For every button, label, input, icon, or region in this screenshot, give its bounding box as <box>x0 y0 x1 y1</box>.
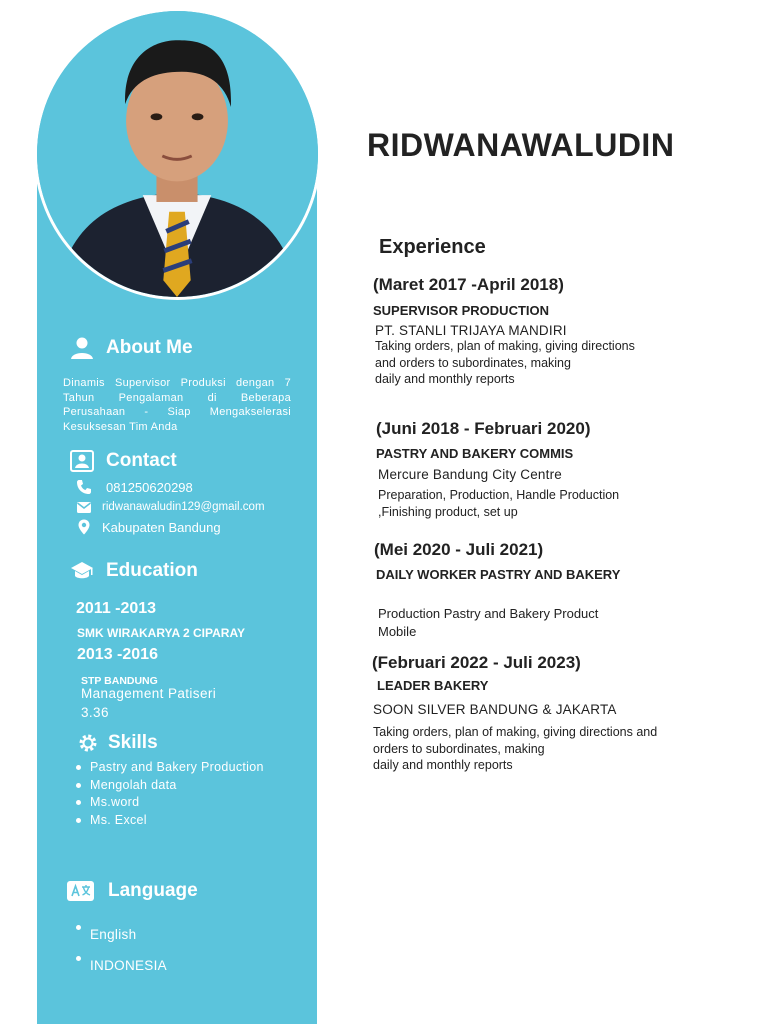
education-2-major: Management Patiseri <box>81 686 217 701</box>
phone-icon <box>76 479 92 495</box>
skill-item: Pastry and Bakery Production <box>76 759 264 777</box>
profile-photo <box>34 8 321 300</box>
job-4-desc-line: Taking orders, plan of making, giving directions and <box>373 725 658 739</box>
phone-number[interactable]: 081250620298 <box>106 479 193 495</box>
candidate-name: RIDWANAWALUDIN <box>367 127 675 163</box>
job-2-role: PASTRY AND BAKERY COMMIS <box>376 446 574 461</box>
experience-heading: Experience <box>379 236 486 258</box>
education-1-years: 2011 -2013 <box>76 600 157 617</box>
skills-title: Skills <box>108 732 158 753</box>
gear-icon <box>76 732 100 754</box>
job-3-desc-line: Mobile <box>378 624 417 639</box>
job-1-desc-line: daily and monthly reports <box>375 372 515 386</box>
translate-icon <box>67 880 94 902</box>
graduation-cap-icon <box>70 560 94 582</box>
skill-item: Mengolah data <box>76 777 264 795</box>
job-3-period: (Mei 2020 - Juli 2021) <box>374 540 544 559</box>
job-2-company: Mercure Bandung City Centre <box>378 467 562 482</box>
contact-title: Contact <box>106 450 177 471</box>
language-item: INDONESIA <box>76 950 167 981</box>
job-3-description <box>378 605 598 641</box>
contact-phone <box>76 479 193 495</box>
job-1-role: SUPERVISOR PRODUCTION <box>373 303 550 318</box>
job-2-description <box>378 487 619 520</box>
language-heading <box>67 880 198 902</box>
language-list <box>76 919 167 981</box>
education-2-years: 2013 -2016 <box>77 646 158 663</box>
skills-list <box>76 759 264 829</box>
language-title: Language <box>108 880 198 901</box>
job-4-company: SOON SILVER BANDUNG & JAKARTA <box>373 702 617 717</box>
contact-location <box>76 519 221 535</box>
job-3-desc-line: Production Pastry and Bakery Product <box>378 606 599 621</box>
job-1-description <box>375 338 635 388</box>
education-1-school: SMK WIRAKARYA 2 CIPARAY <box>77 626 246 640</box>
skill-item: Ms. Excel <box>76 812 264 830</box>
email-address[interactable]: ridwanawaludin129@gmail.com <box>102 501 265 513</box>
contact-heading <box>70 450 177 472</box>
skills-heading <box>76 732 158 754</box>
job-1-period: (Maret 2017 -April 2018) <box>373 275 564 294</box>
job-4-role: LEADER BAKERY <box>377 678 489 693</box>
contact-card-icon <box>70 450 94 472</box>
job-1-desc-line: Taking orders, plan of making, giving directions <box>375 339 635 353</box>
job-4-period: (Februari 2022 - Juli 2023) <box>372 653 581 672</box>
user-icon <box>70 337 94 359</box>
education-2-gpa: 3.36 <box>81 705 109 720</box>
job-4-desc-line: daily and monthly reports <box>373 758 513 772</box>
about-me-heading <box>70 337 193 359</box>
education-2-school: STP BANDUNG <box>81 675 158 687</box>
job-4-desc-line: orders to subordinates, making <box>373 741 545 756</box>
job-2-period: (Juni 2018 - Februari 2020) <box>376 419 591 438</box>
about-me-title: About Me <box>106 337 193 358</box>
job-3-role: DAILY WORKER PASTRY AND BAKERY <box>376 567 621 582</box>
education-heading <box>70 560 198 582</box>
language-item: English <box>76 919 167 950</box>
location-text: Kabupaten Bandung <box>102 519 221 535</box>
job-1-company: PT. STANLI TRIJAYA MANDIRI <box>375 323 567 338</box>
job-2-desc-line: ,Finishing product, set up <box>378 504 518 519</box>
mail-icon <box>76 499 92 515</box>
contact-email <box>76 499 265 515</box>
profile-photo-illustration <box>37 11 318 297</box>
job-2-desc-line: Preparation, Production, Handle Production <box>378 488 620 502</box>
job-4-description <box>373 724 657 774</box>
education-title: Education <box>106 560 198 581</box>
location-pin-icon <box>76 519 92 535</box>
job-1-desc-line: and orders to subordinates, making <box>375 355 571 370</box>
skill-item: Ms.word <box>76 794 264 812</box>
about-me-text: Dinamis Supervisor Produksi dengan 7 Tahun Pengalaman di Beberapa Perusahaan - Siap Mengakselerasi Kesuksesan Tim Anda <box>63 377 291 433</box>
